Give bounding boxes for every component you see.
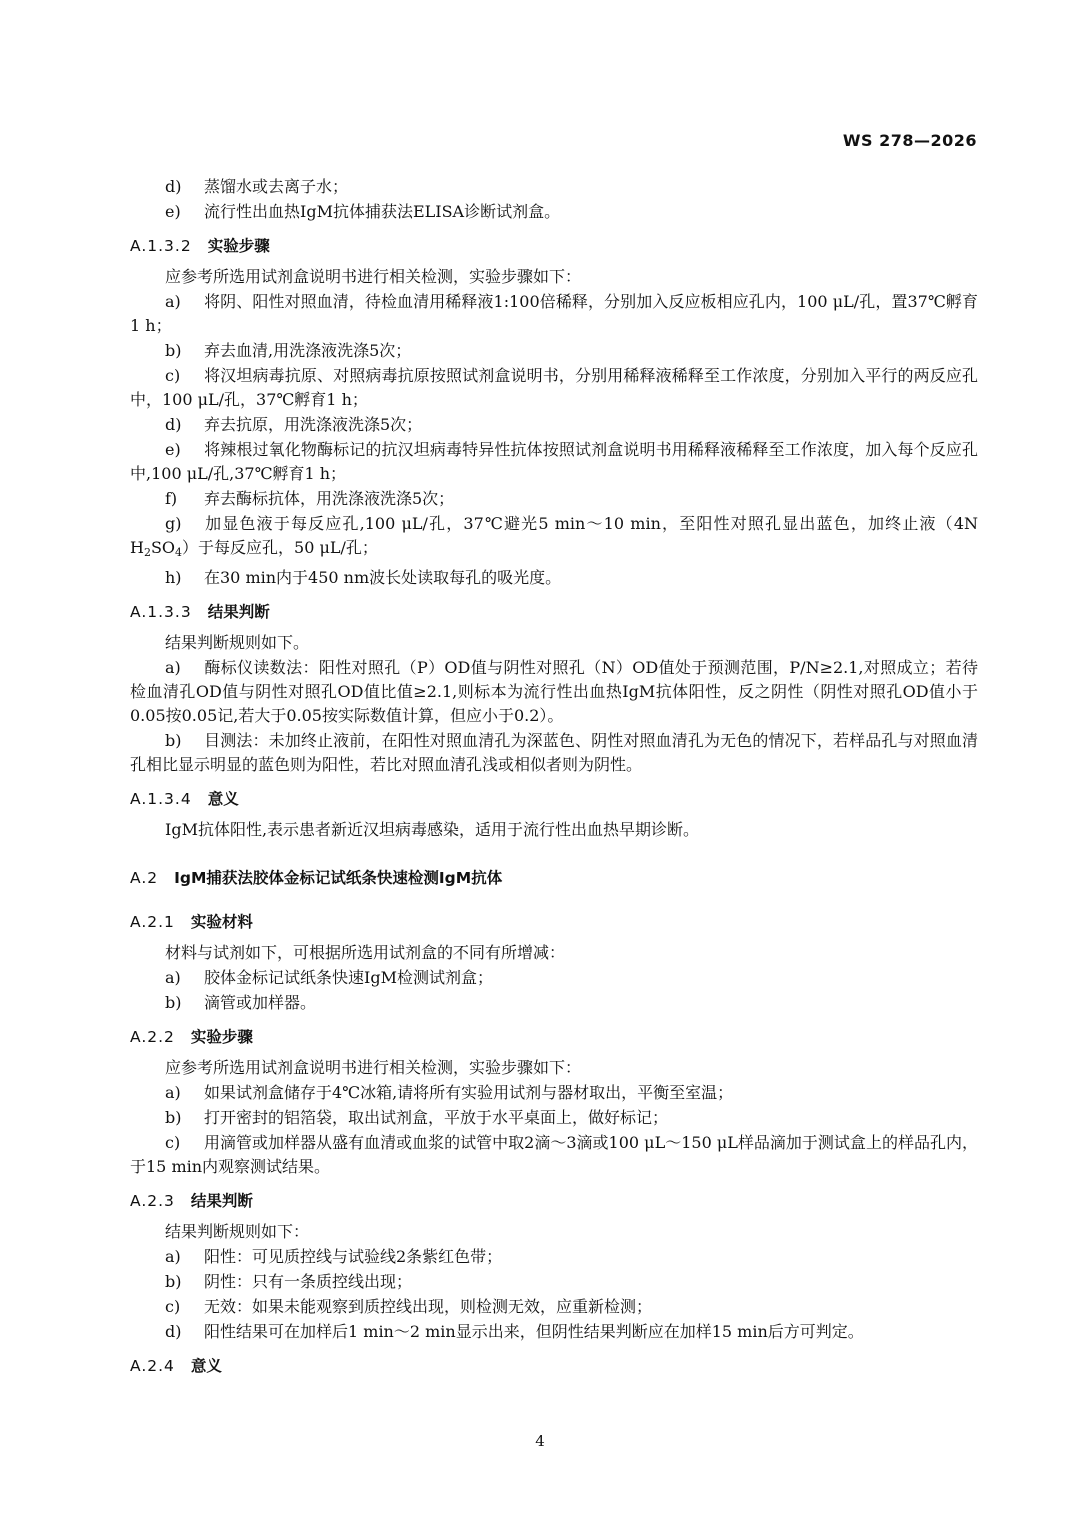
list-item-text: 将汉坦病毒抗原、对照病毒抗原按照试剂盒说明书，分别用稀释液稀释至工作浓度，分别加入平行的两反应孔中，100 μL/孔，37℃孵育1 h； <box>130 366 978 409</box>
list-item-text: 打开密封的铝箔袋，取出试剂盒，平放于水平桌面上，做好标记； <box>204 1108 669 1127</box>
list-item <box>130 200 978 224</box>
list-item-text: 将阴、阳性对照血清，待检血清用稀释液1:100倍稀释，分别加入反应板相应孔内，100 μL/孔，置37℃孵育1 h； <box>130 292 978 335</box>
list-item <box>130 656 978 728</box>
list-item <box>130 339 978 363</box>
heading-title: IgM捕获法胶体金标记试纸条快速检测IgM抗体 <box>174 869 503 887</box>
list-marker: g) <box>165 514 182 533</box>
subsection-heading <box>130 787 978 811</box>
list-marker: h) <box>165 568 182 587</box>
paragraph: 应参考所选用试剂盒说明书进行相关检测，实验步骤如下： <box>165 1058 582 1077</box>
list-item <box>130 364 978 412</box>
list-item <box>130 729 978 777</box>
list-item-text: 弃去酶标抗体，用洗涤液洗涤5次； <box>204 489 455 508</box>
list-marker: d) <box>165 1322 182 1341</box>
heading-title: 结果判断 <box>207 603 270 621</box>
paragraph: 应参考所选用试剂盒说明书进行相关检测，实验步骤如下： <box>165 267 582 286</box>
subsection-heading <box>130 910 978 934</box>
list-marker: a) <box>165 292 181 311</box>
list-item <box>130 512 978 565</box>
list-item-text: 胶体金标记试纸条快速IgM检测试剂盒； <box>204 968 493 987</box>
list-marker: a) <box>165 968 181 987</box>
subscript: 4 <box>175 546 183 559</box>
subsection-heading <box>130 1354 978 1378</box>
list-item <box>130 1270 978 1294</box>
document-code: WS 278—2026 <box>842 131 977 150</box>
list-item-text: 目测法：未加终止液前，在阳性对照血清孔为深蓝色、阴性对照血清孔为无色的情况下，若样品孔与对照血清孔相比显示明显的蓝色则为阳性，若比对照血清孔浅或相似者则为阴性。 <box>130 731 978 774</box>
page-number: 4 <box>535 1432 545 1450</box>
list-marker: a) <box>165 1247 181 1266</box>
list-item <box>130 290 978 338</box>
paragraph: IgM抗体阳性,表示患者新近汉坦病毒感染，适用于流行性出血热早期诊断。 <box>165 820 700 839</box>
list-marker: b) <box>165 993 182 1012</box>
list-item-text: 如果试剂盒储存于4℃冰箱,请将所有实验用试剂与器材取出，平衡至室温； <box>204 1083 734 1102</box>
list-item-text: 加显色液于每反应孔,100 μL/孔，37℃避光5 min～10 min，至阳性对照孔显出蓝色，加终止液（4N H <box>130 514 978 557</box>
list-item-text: 在30 min内于450 nm波长处读取每孔的吸光度。 <box>204 568 562 587</box>
list-item-text: 阴性：只有一条质控线出现； <box>204 1272 413 1291</box>
heading-title: 意义 <box>190 1357 222 1375</box>
list-item-text: 流行性出血热IgM抗体捕获法ELISA诊断试剂盒。 <box>204 202 561 221</box>
subscript: 2 <box>143 546 151 559</box>
list-marker: b) <box>165 341 182 360</box>
list-marker: c) <box>165 366 181 385</box>
list-marker: e) <box>165 440 181 459</box>
list-item <box>130 1245 978 1269</box>
heading-title: 结果判断 <box>190 1192 253 1210</box>
list-item-text: 弃去血清,用洗涤液洗涤5次； <box>204 341 412 360</box>
section-heading <box>130 866 978 890</box>
heading-title: 意义 <box>207 790 239 808</box>
heading-number: A.1.3.2 <box>130 237 192 255</box>
list-item-text: 酶标仪读数法：阳性对照孔（P）OD值与阴性对照孔（N）OD值处于预测范围，P/N≥2.1,对照成立；若待检血清孔OD值与阴性对照孔OD值比值≥2.1,则标本为流行性出血热IgM抗体阳性，反之阴性（阴性对照孔OD值小于0.05按0.05记,若大于0.05按实际数值计算，但应小于0.2）。 <box>130 658 978 725</box>
document-body <box>130 175 978 1385</box>
list-marker: d) <box>165 415 182 434</box>
subsection-heading <box>130 600 978 624</box>
paragraph: 材料与试剂如下，可根据所选用试剂盒的不同有所增减： <box>165 943 566 962</box>
heading-title: 实验步骤 <box>207 237 270 255</box>
paragraph: 结果判断规则如下： <box>165 1222 310 1241</box>
heading-number: A.2.1 <box>130 913 175 931</box>
list-item <box>130 1320 978 1344</box>
heading-number: A.2.2 <box>130 1028 175 1046</box>
heading-number: A.2.4 <box>130 1357 175 1375</box>
heading-title: 实验材料 <box>190 913 253 931</box>
list-marker: e) <box>165 202 181 221</box>
list-item-text: 弃去抗原，用洗涤液洗涤5次； <box>204 415 423 434</box>
heading-number: A.2 <box>130 869 159 887</box>
subsection-heading <box>130 234 978 258</box>
heading-number: A.2.3 <box>130 1192 175 1210</box>
list-item-text: 将辣根过氧化物酶标记的抗汉坦病毒特异性抗体按照试剂盒说明书用稀释液稀释至工作浓度，加入每个反应孔中,100 μL/孔,37℃孵育1 h； <box>130 440 978 483</box>
subsection-heading <box>130 1025 978 1049</box>
list-marker: c) <box>165 1133 181 1152</box>
list-item <box>130 991 978 1015</box>
heading-title: 实验步骤 <box>190 1028 253 1046</box>
list-marker: a) <box>165 658 181 677</box>
list-marker: a) <box>165 1083 181 1102</box>
list-item-text: 阳性：可见质控线与试验线2条紫红色带； <box>204 1247 503 1266</box>
list-item <box>130 1106 978 1130</box>
list-item <box>130 1131 978 1179</box>
list-marker: b) <box>165 731 182 750</box>
list-item <box>130 1081 978 1105</box>
formula-part: SO <box>150 538 176 557</box>
list-item-text: 滴管或加样器。 <box>204 993 317 1012</box>
list-item-text: 蒸馏水或去离子水； <box>204 177 349 196</box>
list-marker: b) <box>165 1272 182 1291</box>
list-item <box>130 487 978 511</box>
list-item-text-tail: ）于每反应孔，50 μL/孔； <box>182 538 378 557</box>
paragraph: 结果判断规则如下。 <box>165 633 310 652</box>
list-marker: f) <box>165 489 178 508</box>
list-item <box>130 966 978 990</box>
list-item <box>130 438 978 486</box>
list-marker: b) <box>165 1108 182 1127</box>
list-item-text: 无效：如果未能观察到质控线出现，则检测无效，应重新检测； <box>204 1297 653 1316</box>
list-item-text: 用滴管或加样器从盛有血清或血浆的试管中取2滴～3滴或100 μL～150 μL样品滴加于测试盒上的样品孔内，于15 min内观察测试结果。 <box>130 1133 978 1176</box>
list-item <box>130 566 978 590</box>
list-item <box>130 175 978 199</box>
list-item-text: 阳性结果可在加样后1 min～2 min显示出来，但阴性结果判断应在加样15 min后方可判定。 <box>204 1322 864 1341</box>
subsection-heading <box>130 1189 978 1213</box>
list-item <box>130 413 978 437</box>
list-marker: d) <box>165 177 182 196</box>
list-marker: c) <box>165 1297 181 1316</box>
heading-number: A.1.3.3 <box>130 603 192 621</box>
heading-number: A.1.3.4 <box>130 790 192 808</box>
list-item <box>130 1295 978 1319</box>
